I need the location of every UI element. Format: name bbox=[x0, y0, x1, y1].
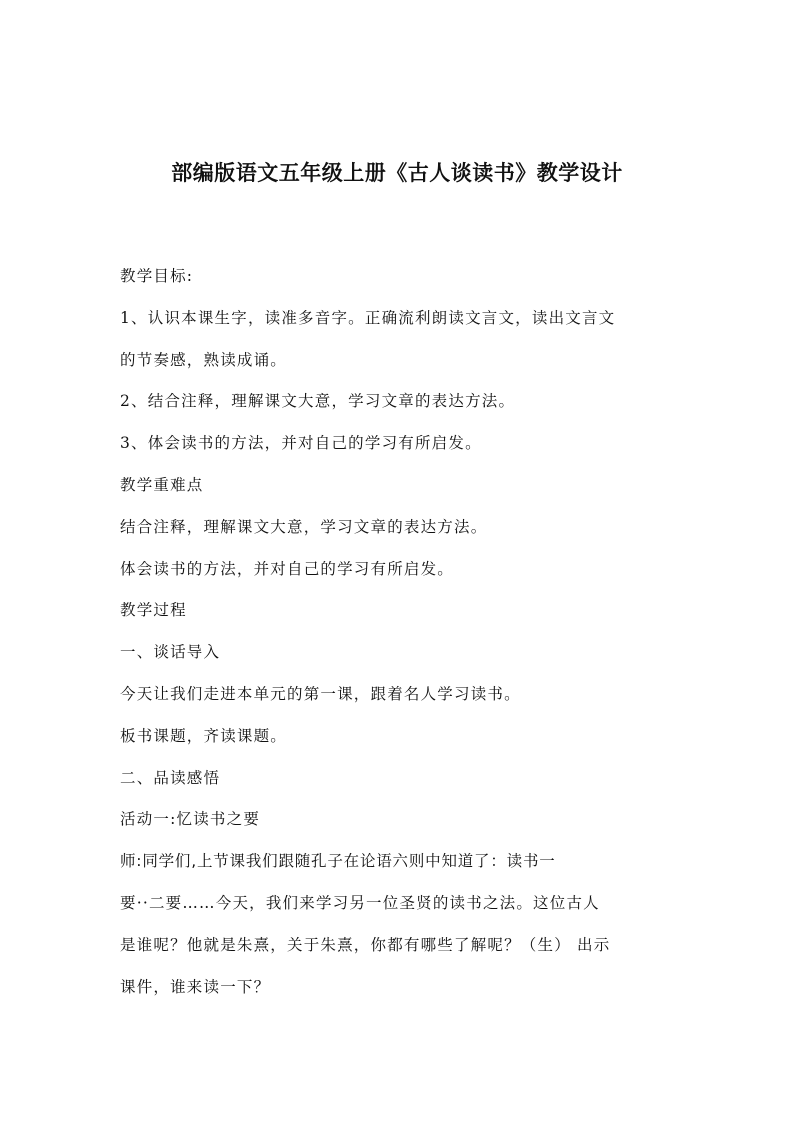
document-title: 部编版语文五年级上册《古人谈读书》教学设计 bbox=[171, 161, 623, 185]
section-heading-teaching-objectives: 教学目标: bbox=[120, 267, 194, 285]
intro-paragraph: 今天让我们走进本单元的第一课，跟着名人学习读书。 bbox=[120, 684, 521, 703]
objective-1-line-2: 的节奏感，熟读成诵。 bbox=[120, 350, 288, 369]
objective-2: 2、结合注释，理解课文大意，学习文章的表达方法。 bbox=[120, 392, 516, 411]
key-point-2: 体会读书的方法，并对自己的学习有所启发。 bbox=[120, 559, 455, 578]
teacher-paragraph-line-1: 师:同学们,上节课我们跟随孔子在论语六则中知道了：读书一 bbox=[120, 852, 556, 871]
teacher-paragraph-line-2: 要··二要……今天，我们来学习另一位圣贤的读书之法。这位古人 bbox=[120, 893, 600, 912]
section-heading-teaching-process: 教学过程 bbox=[120, 601, 187, 620]
step-heading-intro: 一、谈话导入 bbox=[120, 643, 221, 662]
document-body bbox=[120, 256, 680, 1008]
section-heading-key-points: 教学重难点 bbox=[120, 475, 204, 494]
objective-3: 3、体会读书的方法，并对自己的学习有所启发。 bbox=[120, 434, 482, 453]
key-point-1: 结合注释，理解课文大意，学习文章的表达方法。 bbox=[120, 517, 488, 536]
teacher-paragraph-line-3: 是谁呢？他就是朱熹，关于朱熹，你都有哪些了解呢？（生） 出示 bbox=[120, 935, 611, 954]
board-writing-line: 板书课题，齐读课题。 bbox=[120, 726, 288, 745]
activity-heading-1: 活动一:忆读书之要 bbox=[120, 810, 261, 829]
teacher-paragraph-line-4: 课件，谁来读一下？ bbox=[120, 977, 271, 996]
objective-1-line-1: 1、认识本课生字，读准多音字。正确流利朗读文言文，读出文言文 bbox=[120, 308, 616, 327]
step-heading-reading: 二、品读感悟 bbox=[120, 768, 221, 787]
